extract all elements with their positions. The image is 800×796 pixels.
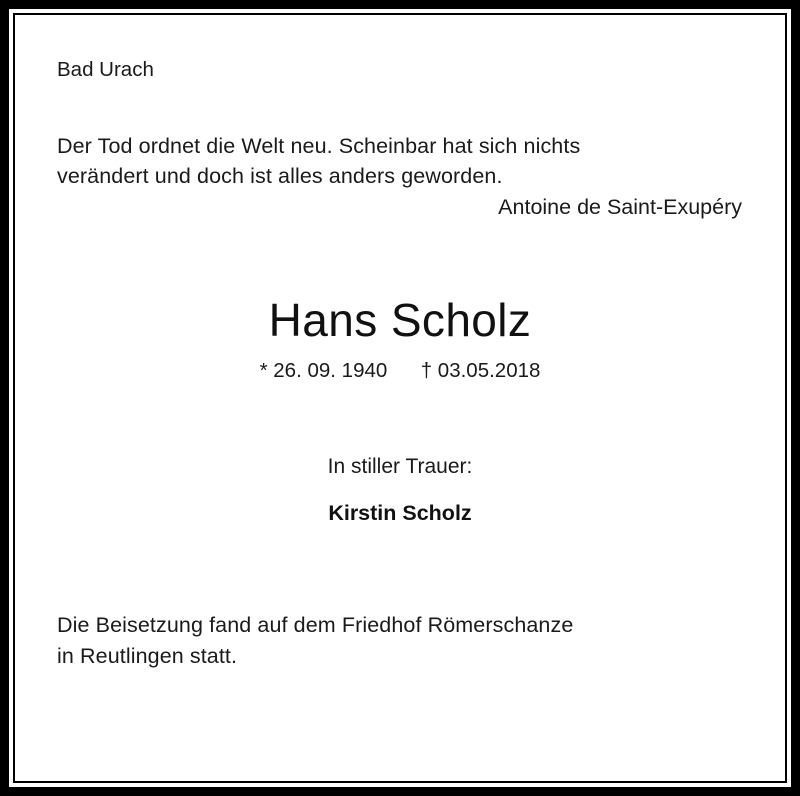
death-date: 03.05.2018 [437, 359, 541, 383]
funeral-info-line-2: in Reutlingen statt. [57, 643, 238, 668]
funeral-info-line-1: Die Beisetzung fand auf dem Friedhof Römerschanze [57, 613, 574, 638]
deceased-block [57, 296, 743, 383]
birth-star-icon: * [259, 359, 268, 383]
mourning-block [57, 455, 743, 526]
mourner-name: Kirstin Scholz [328, 501, 472, 526]
death-cross-icon: † [420, 359, 433, 383]
life-dates [57, 359, 743, 383]
deceased-name: Hans Scholz [268, 294, 532, 347]
mourning-intro: In stiller Trauer: [327, 455, 473, 479]
quote-line-1: Der Tod ordnet die Welt neu. Scheinbar hat sich nichts [57, 133, 581, 158]
funeral-info [57, 610, 743, 671]
place-name: Bad Urach [57, 58, 154, 81]
quote-line-2: verändert und doch ist alles anders geworden. [57, 164, 503, 189]
birth-date: 26. 09. 1940 [273, 359, 388, 383]
notice-content [15, 15, 785, 781]
quote-author: Antoine de Saint-Exupéry [498, 194, 742, 219]
